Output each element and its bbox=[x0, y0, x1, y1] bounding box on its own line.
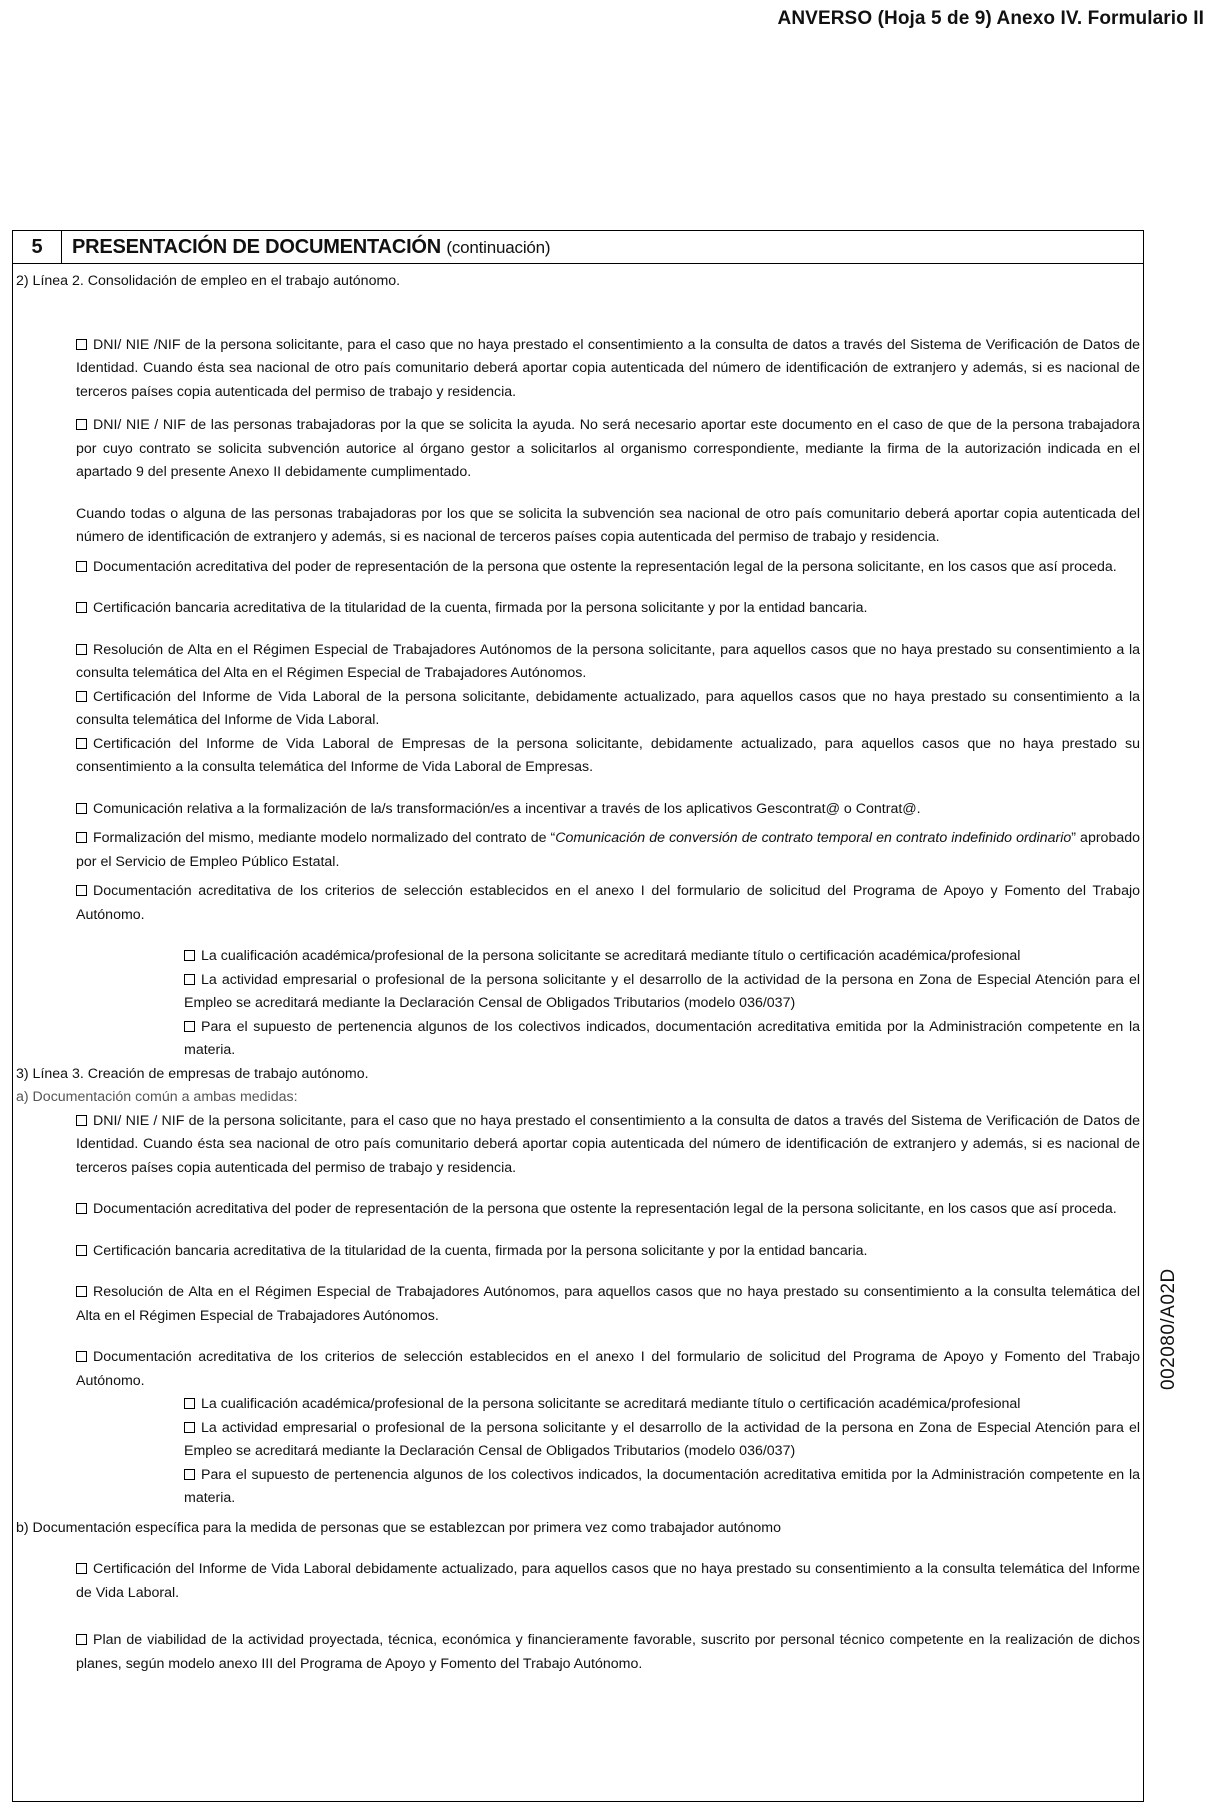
checkbox-item[interactable]: Documentación acreditativa de los criterios de selección establecidos en el anexo I del formulario de solicitud del Programa de Apoyo y Fomento del Trabajo Autónomo. bbox=[76, 1349, 1140, 1389]
checkbox-item[interactable]: Plan de viabilidad de la actividad proyectada, técnica, económica y financieramente favorable, suscrito por personal técnico competente en la realización de dichos planes, según modelo anexo III del Programa de Apoyo y Fomento del Trabajo Autónomo. bbox=[76, 1632, 1140, 1672]
checkbox-subitem[interactable]: Para el supuesto de pertenencia algunos de los colectivos indicados, la documentación acreditativa emitida por la Administración competente en la materia. bbox=[184, 1466, 1140, 1506]
checkbox-icon[interactable] bbox=[76, 644, 87, 655]
checkbox-item[interactable]: Documentación acreditativa de los criterios de selección establecidos en el anexo I del formulario de solicitud del Programa de Apoyo y Fomento del Trabajo Autónomo. bbox=[76, 883, 1140, 923]
checkbox-subitem[interactable]: La actividad empresarial o profesional de la persona solicitante y el desarrollo de la actividad de la persona en Zona de Especial Atención para el Empleo se acreditará mediante la Declaración Censal de Obligados Tributarios (modelo 036/037) bbox=[184, 971, 1140, 1011]
checkbox-icon[interactable] bbox=[76, 832, 87, 843]
checkbox-item[interactable]: Formalización del mismo, mediante modelo normalizado del contrato de “Comunicación de conversión de contrato temporal en contrato indefinido ordinario” aprobado por el Servicio de Empleo Público Estatal. bbox=[76, 830, 1141, 870]
section-header bbox=[12, 230, 1144, 264]
checkbox-icon[interactable] bbox=[76, 691, 87, 702]
checkbox-icon[interactable] bbox=[76, 1286, 87, 1297]
checkbox-subitem[interactable]: La actividad empresarial o profesional de la persona solicitante y el desarrollo de la actividad de la persona en Zona de Especial Atención para el Empleo se acreditará mediante la Declaración Censal de Obligados Tributarios (modelo 036/037) bbox=[184, 1419, 1140, 1459]
checkbox-icon[interactable] bbox=[76, 602, 87, 613]
linea2-heading: 2) Línea 2. Consolidación de empleo en el trabajo autónomo. bbox=[16, 273, 401, 289]
page-header: ANVERSO (Hoja 5 de 9) Anexo IV. Formulario II bbox=[777, 8, 1204, 29]
checkbox-icon[interactable] bbox=[184, 1021, 195, 1032]
checkbox-subitem[interactable]: La cualificación académica/profesional de la persona solicitante se acreditará mediante título o certificación académica/profesional bbox=[16, 945, 1140, 969]
checkbox-subitem[interactable]: La cualificación académica/profesional de la persona solicitante se acreditará mediante título o certificación académica/profesional bbox=[16, 1393, 1140, 1417]
checkbox-icon[interactable] bbox=[184, 1422, 195, 1433]
checkbox-icon[interactable] bbox=[76, 1351, 87, 1362]
checkbox-item[interactable]: Documentación acreditativa del poder de representación de la persona que ostente la representación legal de la persona solicitante, en los casos que así proceda. bbox=[16, 556, 1140, 580]
checkbox-icon[interactable] bbox=[76, 803, 87, 814]
checkbox-icon[interactable] bbox=[76, 561, 87, 572]
checkbox-icon[interactable] bbox=[76, 339, 87, 350]
checkbox-icon[interactable] bbox=[184, 950, 195, 961]
checkbox-icon[interactable] bbox=[76, 419, 87, 430]
checkbox-icon[interactable] bbox=[76, 1634, 87, 1645]
checkbox-icon[interactable] bbox=[184, 974, 195, 985]
note-paragraph: Cuando todas o alguna de las personas trabajadoras por los que se solicita la subvención sea nacional de otro país comunitario deberá aportar copia autenticada del número de identificación de extranjero y además, si es nacional de terceros países copia autenticada del permiso de trabajo y residencia. bbox=[76, 505, 1140, 545]
checkbox-item[interactable]: Certificación bancaria acreditativa de la titularidad de la cuenta, firmada por la persona solicitante y por la entidad bancaria. bbox=[16, 1240, 1140, 1264]
section-number: 5 bbox=[13, 231, 62, 263]
checkbox-item[interactable]: Certificación bancaria acreditativa de la titularidad de la cuenta, firmada por la persona solicitante y por la entidad bancaria. bbox=[16, 597, 1140, 621]
checkbox-icon[interactable] bbox=[184, 1398, 195, 1409]
checkbox-item[interactable]: DNI/ NIE / NIF de las personas trabajadoras por la que se solicita la ayuda. No será necesario aportar este documento en el caso de que de la persona trabajadora por cuyo contrato se solicita subvención autorice al órgano gestor a solicitarlos al organismo correspondiente, mediante la firma de la autorización indicada en el apartado 9 del presente Anexo II debidamente cumplimentado. bbox=[76, 417, 1140, 480]
checkbox-item[interactable]: DNI/ NIE / NIF de la persona solicitante, para el caso que no haya prestado el consentimiento a la consulta de datos a través del Sistema de Verificación de Datos de Identidad. Cuando ésta sea nacional de otro país comunitario deberá aportar copia autenticada del número de identificación de extranjero y además, si es nacional de terceros países copia autenticada del permiso de trabajo y residencia. bbox=[76, 1112, 1140, 1176]
checkbox-icon[interactable] bbox=[76, 885, 87, 896]
checkbox-item[interactable]: Resolución de Alta en el Régimen Especial de Trabajadores Autónomos, para aquellos casos que no haya prestado su consentimiento a la consulta telemática del Alta en el Régimen Especial de Trabajadores Autónomos. bbox=[76, 1284, 1140, 1324]
checkbox-icon[interactable] bbox=[76, 1115, 87, 1126]
checkbox-icon[interactable] bbox=[76, 1203, 87, 1214]
checkbox-item[interactable]: Certificación del Informe de Vida Laboral debidamente actualizado, para aquellos casos que no haya prestado su consentimiento a la consulta telemática del Informe de Vida Laboral. bbox=[76, 1561, 1140, 1601]
form-code: 002080/A02D bbox=[1158, 1268, 1179, 1390]
checkbox-item[interactable]: Resolución de Alta en el Régimen Especial de Trabajadores Autónomos de la persona solicitante, para aquellos casos que no haya prestado su consentimiento a la consulta telemática del Alta en el Régimen Especial de Trabajadores Autónomos. bbox=[76, 641, 1140, 681]
section-title-text: PRESENTACIÓN DE DOCUMENTACIÓN bbox=[72, 235, 442, 258]
checkbox-icon[interactable] bbox=[76, 738, 87, 749]
checkbox-icon[interactable] bbox=[184, 1469, 195, 1480]
checkbox-item[interactable]: Documentación acreditativa del poder de representación de la persona que ostente la representación legal de la persona solicitante, en los casos que así proceda. bbox=[16, 1198, 1140, 1222]
checkbox-item[interactable]: DNI/ NIE /NIF de la persona solicitante, para el caso que no haya prestado el consentimiento a la consulta de datos a través del Sistema de Verificación de Datos de Identidad. Cuando ésta sea nacional de otro país comunitario deberá aportar copia autenticada del número de identificación de extranjero y además, si es nacional de terceros países copia autenticada del permiso de trabajo y residencia. bbox=[76, 336, 1140, 400]
checkbox-icon[interactable] bbox=[76, 1563, 87, 1574]
section-title bbox=[62, 236, 550, 259]
checkbox-subitem[interactable]: Para el supuesto de pertenencia algunos de los colectivos indicados, documentación acreditativa emitida por la Administración competente en la materia. bbox=[184, 1018, 1140, 1058]
checkbox-icon[interactable] bbox=[76, 1245, 87, 1256]
linea3-sub-b: b) Documentación específica para la medida de personas que se establezcan por primera vez como trabajador autónomo bbox=[16, 1519, 781, 1536]
linea3-sub-a: a) Documentación común a ambas medidas: bbox=[16, 1089, 298, 1105]
section-subtitle: (continuación) bbox=[446, 237, 551, 257]
checkbox-item[interactable]: Certificación del Informe de Vida Laboral de la persona solicitante, debidamente actualizado, para aquellos casos que no haya prestado su consentimiento a la consulta telemática del Informe de Vida Laboral. bbox=[76, 688, 1140, 728]
linea3-heading: 3) Línea 3. Creación de empresas de trabajo autónomo. bbox=[16, 1065, 369, 1082]
document-body bbox=[16, 270, 1140, 1676]
checkbox-item[interactable]: Comunicación relativa a la formalización de la/s transformación/es a incentivar a través de los aplicativos Gescontrat@ o Contrat@. bbox=[16, 798, 1140, 822]
checkbox-item[interactable]: Certificación del Informe de Vida Laboral de Empresas de la persona solicitante, debidamente actualizado, para aquellos casos que no haya prestado su consentimiento a la consulta telemática del Informe de Vida Laboral de Empresas. bbox=[76, 735, 1140, 775]
